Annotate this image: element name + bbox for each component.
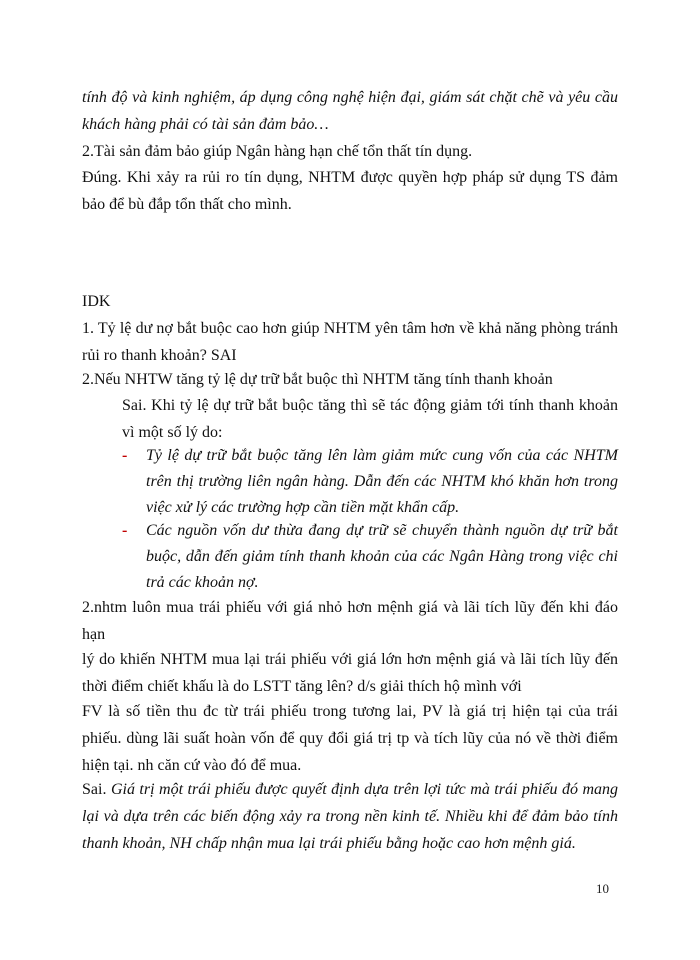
bond-answer bbox=[82, 776, 618, 857]
question-central-bank-reserve: 2.Nếu NHTW tăng tỷ lệ dự trữ bắt buộc thì NHTM tăng tính thanh khoản bbox=[82, 371, 553, 388]
bullet-marker: - bbox=[122, 447, 128, 464]
bond-explanation: FV là số tiền thu đc từ trái phiếu trong tương lai, PV là giá trị hiện tại của trái phiếu. dùng lãi suất hoàn vốn để quy đổi giá trị tp và tích lũy của nó về thời điểm hiện tại. nh căn cứ vào đó để mua. bbox=[82, 703, 618, 774]
question-reserve-ratio: 1. Tỷ lệ dư nợ bắt buộc cao hơn giúp NHTM yên tâm hơn về khả năng phòng tránh rủi ro thanh khoản? SAI bbox=[82, 320, 618, 364]
answer-text: Giá trị một trái phiếu được quyết định dựa trên lợi tức mà trái phiếu đó mang lại và dựa trên các biến động xảy ra trong nền kinh tế. Nhiều khi để đảm bảo tính thanh khoản, NH chấp nhận mua lại trái phiếu bằng hoặc cao hơn mệnh giá. bbox=[82, 781, 618, 852]
answer-label: Sai. bbox=[82, 781, 107, 798]
question-collateral: 2.Tài sản đảm bảo giúp Ngân hàng hạn chế tổn thất tín dụng. bbox=[82, 143, 473, 160]
question-bond-followup: lý do khiến NHTM mua lại trái phiếu với giá lớn hơn mệnh giá và lãi tích lũy đến thời điểm chiết khấu là do LSTT tăng lên? d/s giải thích hộ mình với bbox=[82, 651, 618, 695]
page-number: 10 bbox=[596, 881, 609, 896]
answer-reserve-intro: Sai. Khi tỷ lệ dự trữ bắt buộc tăng thì sẽ tác động giảm tới tính thanh khoản vì một số lý do: bbox=[122, 397, 618, 441]
section-heading-idk: IDK bbox=[82, 293, 111, 310]
question-bond-purchase: 2.nhtm luôn mua trái phiếu với giá nhỏ hơn mệnh giá và lãi tích lũy đến khi đáo hạn bbox=[82, 599, 618, 643]
bullet-text: Các nguồn vốn dư thừa đang dự trữ sẽ chuyển thành nguồn dự trữ bắt buộc, dẫn đến giảm tính thanh khoản của các Ngân Hàng trong việc chi trả các khoản nợ. bbox=[146, 522, 618, 591]
italic-continuation: tính độ và kinh nghiệm, áp dụng công nghệ hiện đại, giám sát chặt chẽ và yêu cầu khách hàng phải có tài sản đảm bảo… bbox=[82, 89, 618, 133]
bullet-text: Tỷ lệ dự trữ bắt buộc tăng lên làm giảm mức cung vốn của các NHTM trên thị trường liên ngân hàng. Dẫn đến các NHTM khó khăn hơn trong việc xử lý các trường hợp cần tiền mặt khẩn cấp. bbox=[146, 447, 618, 516]
bullet-marker: - bbox=[122, 522, 128, 539]
answer-collateral: Đúng. Khi xảy ra rủi ro tín dụng, NHTM được quyền hợp pháp sử dụng TS đảm bảo để bù đắp tổn thất cho mình. bbox=[82, 169, 618, 213]
